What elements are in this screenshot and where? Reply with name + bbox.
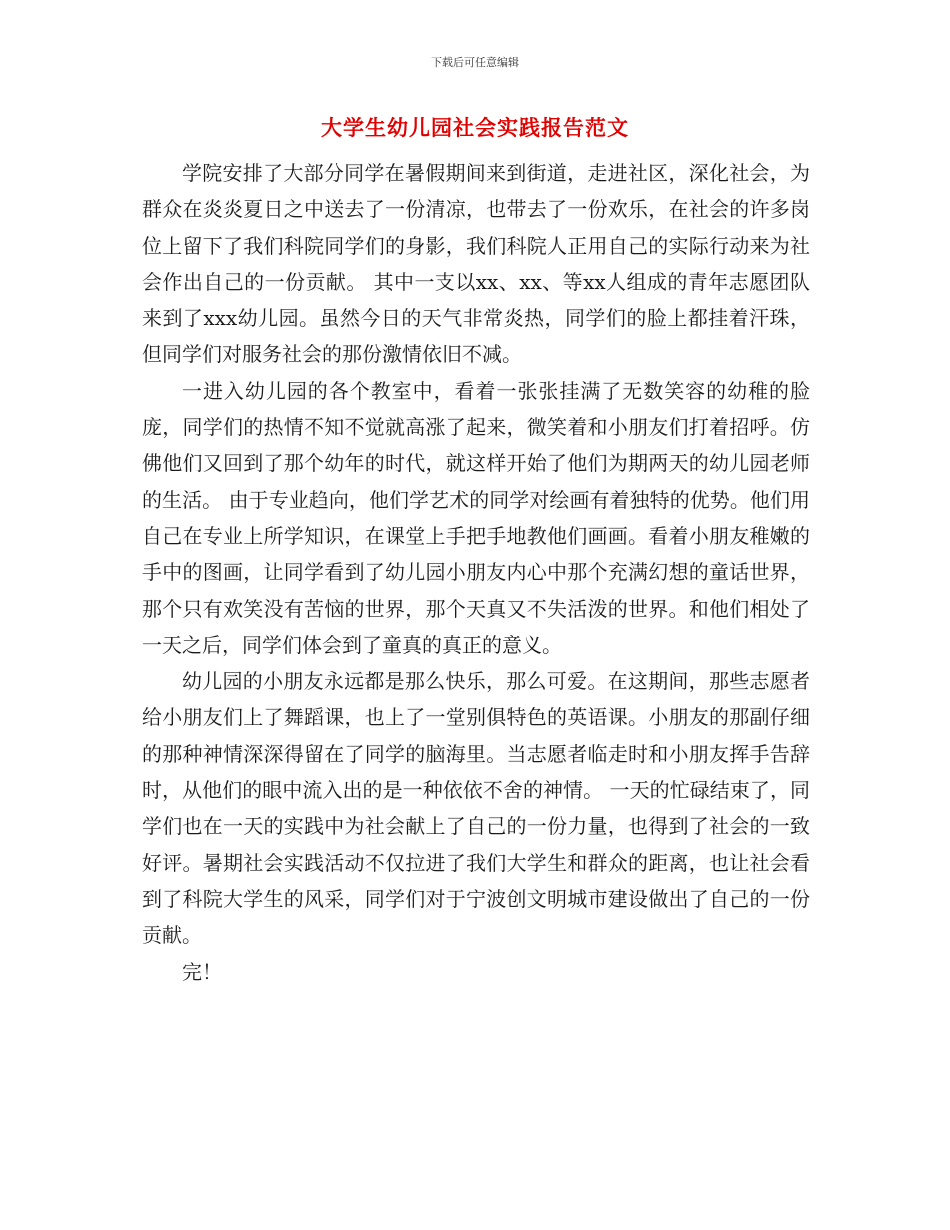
paragraph-end: 完！	[182, 959, 222, 984]
paragraph-3: 幼儿园的小朋友永远都是那么快乐，那么可爱。在这期间，那些志愿者给小朋友们上了舞蹈课，也上了一堂别俱特色的英语课。小朋友的那副仔细的那种神情深深得留在了同学的脑海里。当志愿者临走时和小朋友挥手告辞时，从他们的眼中流入出的是一种依依不舍的神情。 一天的忙碌结束了，同学们也在一天的实践中为社会献上了自己的一份力量，也得到了社会的一致好评。暑期社会实践活动不仅拉进了我们大学生和群众的距离，也让社会看到了科院大学生的风采，同学们对于宁波创文明城市建设做出了自己的一份贡献。	[142, 669, 810, 948]
page-header-note: 下载后可任意编辑	[431, 56, 519, 69]
paragraph-2: 一进入幼儿园的各个教室中，看着一张张挂满了无数笑容的幼稚的脸庞，同学们的热情不知不觉就高涨了起来，微笑着和小朋友们打着招呼。仿佛他们又回到了那个幼年的时代，就这样开始了他们为期两天的幼儿园老师的生活。 由于专业趋向，他们学艺术的同学对绘画有着独特的优势。他们用自己在专业上所学知识，在课堂上手把手地教他们画画。看着小朋友稚嫩的手中的图画，让同学看到了幼儿园小朋友内心中那个充满幻想的童话世界，那个只有欢笑没有苦恼的世界，那个天真又不失活泼的世界。和他们相处了一天之后，同学们体会到了童真的真正的意义。	[142, 378, 810, 657]
document-title: 大学生幼儿园社会实践报告范文	[321, 115, 629, 140]
document-body	[142, 155, 810, 990]
paragraph-1: 学院安排了大部分同学在暑假期间来到街道，走进社区，深化社会，为群众在炎炎夏日之中送去了一份清凉，也带去了一份欢乐，在社会的许多岗位上留下了我们科院同学们的身影，我们科院人正用自己的实际行动来为社会作出自己的一份贡献。 其中一支以xx、xx、等xx人组成的青年志愿团队来到了xxx幼儿园。虽然今日的天气非常炎热，同学们的脸上都挂着汗珠，但同学们对服务社会的那份激情依旧不减。	[142, 161, 810, 367]
